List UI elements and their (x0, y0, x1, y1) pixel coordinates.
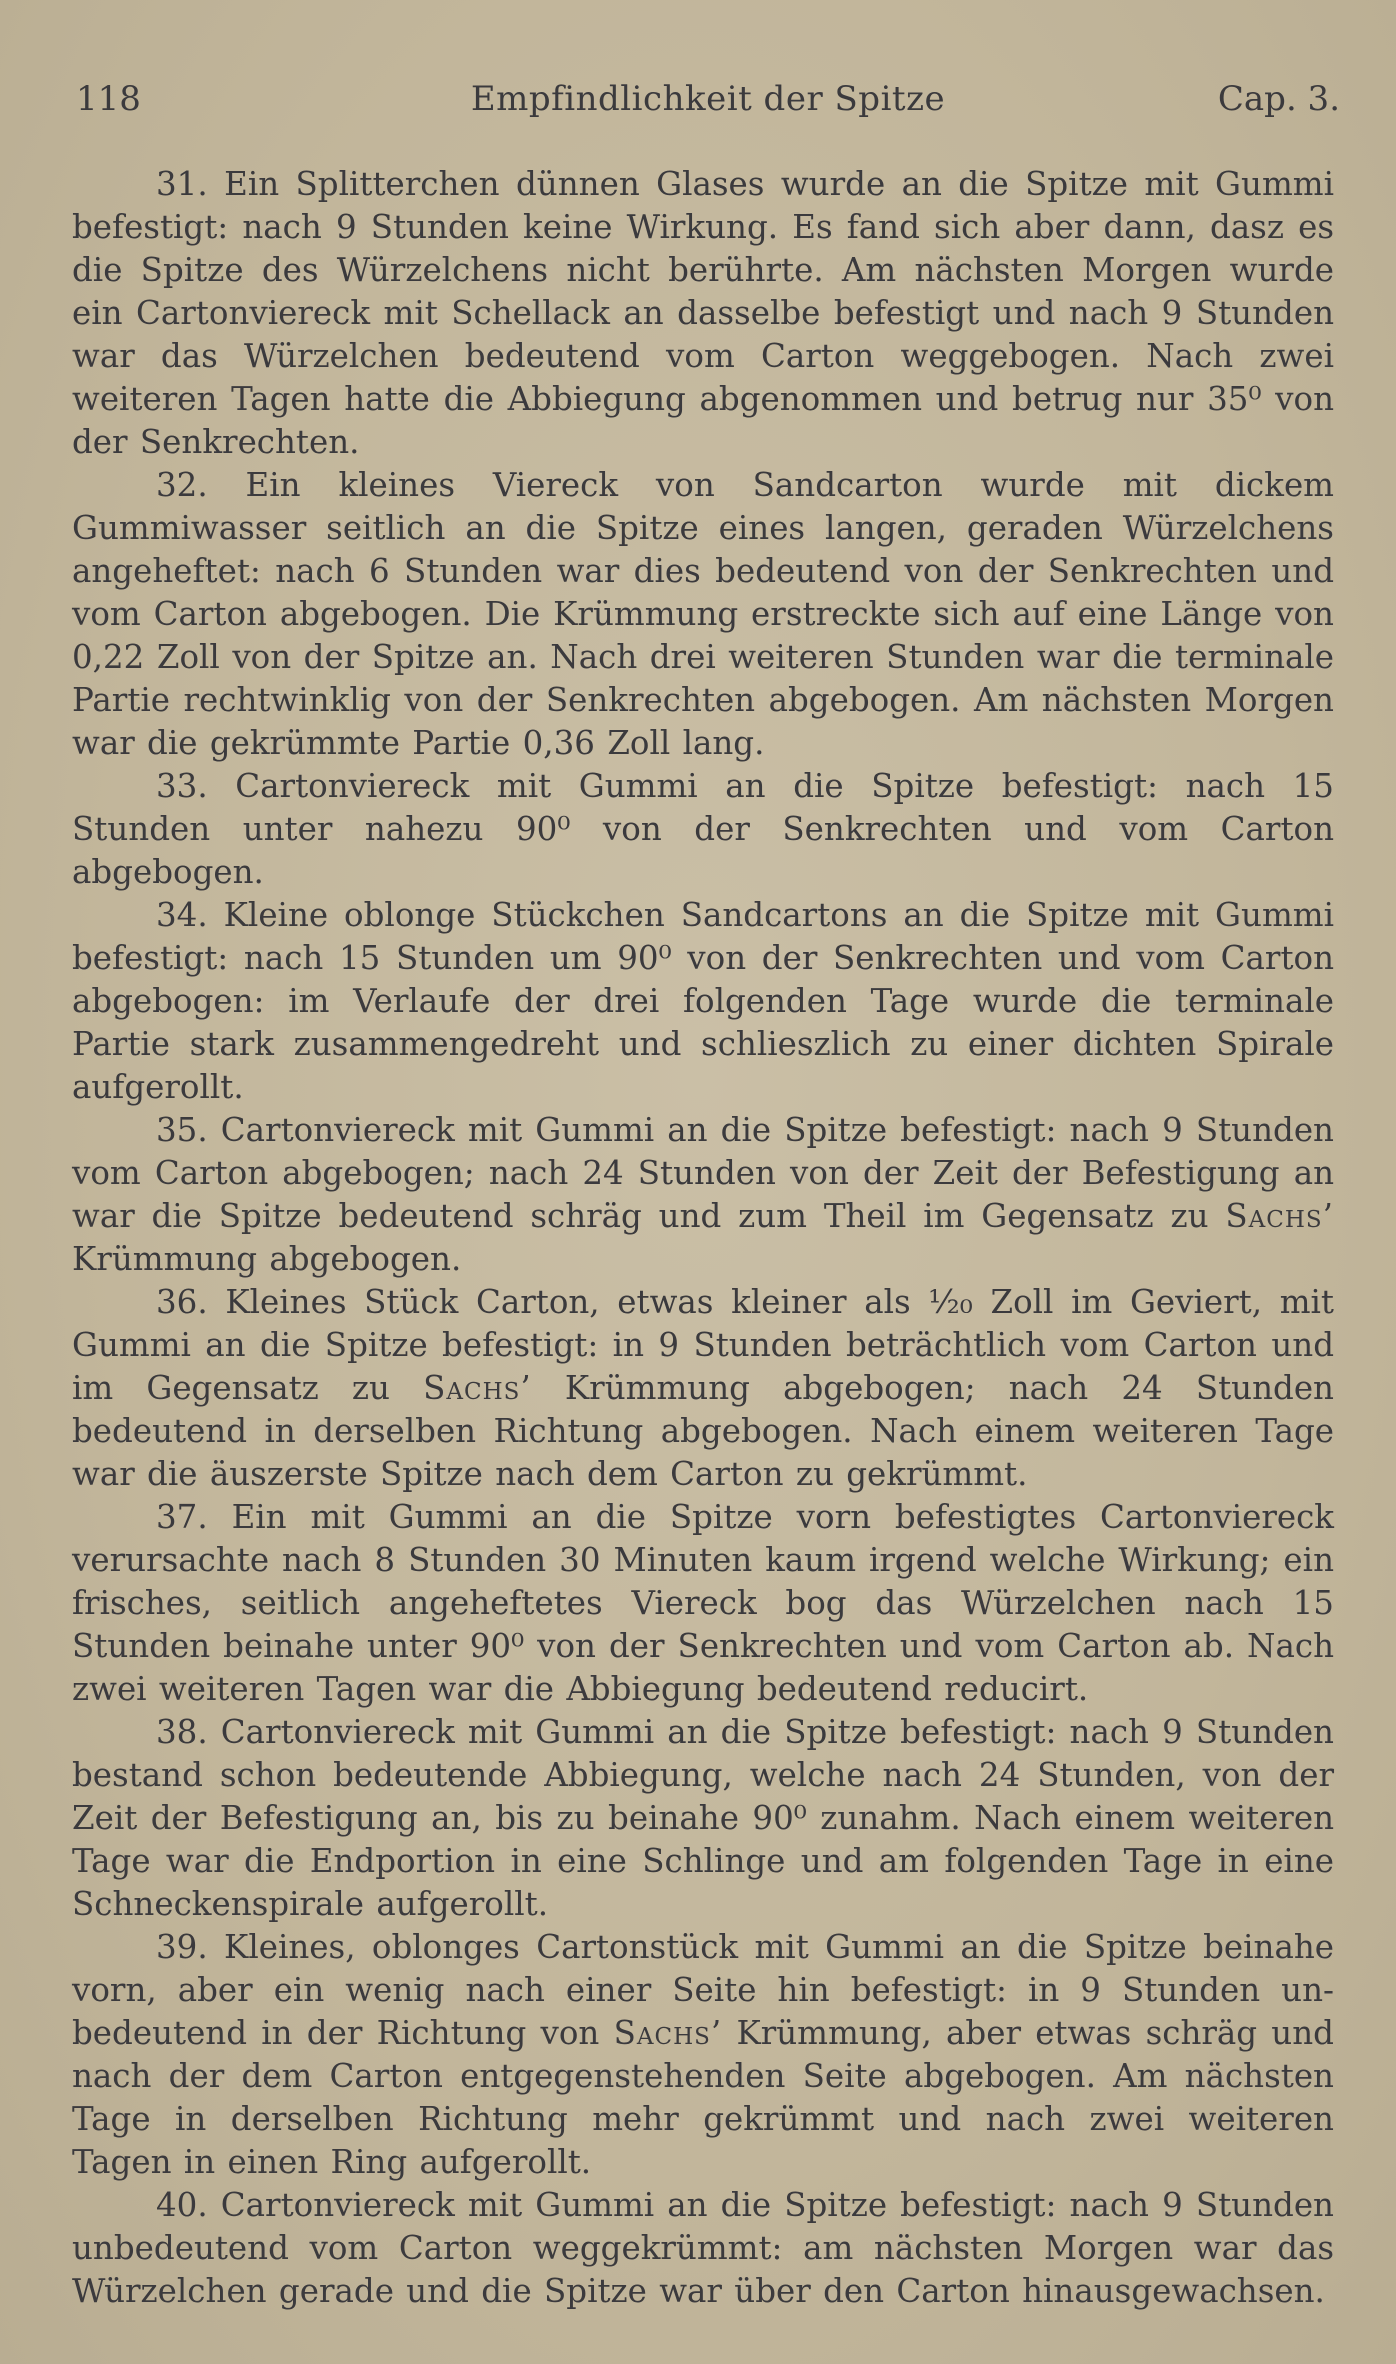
paragraph-37 (72, 1496, 1334, 1711)
paragraph-32 (72, 464, 1334, 765)
author-name: Sachs’ (1225, 1197, 1334, 1235)
paragraph-number: 37. (156, 1498, 208, 1536)
paragraph-39 (72, 1926, 1334, 2184)
author-name: Sachs’ (423, 1369, 532, 1407)
chapter-label: Cap. 3. (1217, 79, 1340, 119)
paragraph-35 (72, 1109, 1334, 1281)
paragraph-text: Cartonviereck mit Gummi an die Spitze befestigt: nach 9 Stunden vom Carton abgebogen; nach 24 Stunden von der Zeit der Befestigung an war die Spitze bedeutend schräg und zum Theil im Gegensatz zu (72, 1111, 1334, 1235)
paragraph-text: Cartonviereck mit Gummi an die Spitze befestigt: nach 9 Stunden bestand schon bedeutende Abbiegung, welche nach 24 Stunden, von der Zeit der Befestigung an, bis zu beinahe 90⁰ zunahm. Nach einem weiteren Tage war die Endportion in eine Schlinge und am folgenden Tage in eine Schneckenspirale aufgerollt. (72, 1713, 1334, 1923)
page-body (72, 163, 1334, 2313)
page-number: 118 (76, 79, 141, 119)
paragraph-31 (72, 163, 1334, 464)
running-header (76, 74, 1340, 124)
paragraph-number: 33. (156, 767, 208, 805)
paragraph-34 (72, 894, 1334, 1109)
paragraph-38 (72, 1711, 1334, 1926)
paragraph-text: Ein Splitterchen dünnen Glases wurde an die Spitze mit Gummi befestigt: nach 9 Stunden keine Wirkung. Es fand sich aber dann, dasz es die Spitze des Würzelchens nicht berührte. Am nächsten Morgen wurde ein Cartonviereck mit Schellack an dasselbe befestigt und nach 9 Stunden war das Würzelchen bedeutend vom Carton weggebogen. Nach zwei weiteren Tagen hatte die Abbiegung abgenommen und betrug nur 35⁰ von der Senkrechten. (72, 165, 1334, 461)
paragraph-text: Cartonviereck mit Gummi an die Spitze befestigt: nach 15 Stunden unter nahezu 90⁰ von der Senkrechten und vom Carton abgebogen. (72, 767, 1334, 891)
paragraph-text: Kleines Stück Carton, etwas kleiner als ¹⁄₂₀ Zoll im Geviert, mit Gummi an die Spitze befestigt: in 9 Stunden beträchtlich vom Carton und im Gegensatz zu (72, 1283, 1334, 1407)
running-title: Empfindlichkeit der Spitze (470, 79, 946, 119)
paragraph-number: 39. (156, 1928, 208, 1966)
paragraph-36 (72, 1281, 1334, 1496)
paragraph-40 (72, 2184, 1334, 2313)
paragraph-text: Ein kleines Viereck von Sandcarton wurde mit dickem Gummiwasser seitlich an die Spitze eines langen, geraden Würzelchens angeheftet: nach 6 Stunden war dies bedeutend von der Senkrechten und vom Carton abgebogen. Die Krümmung erstreckte sich auf eine Länge von 0,22 Zoll von der Spitze an. Nach drei weiteren Stunden war die terminale Partie rechtwinklig von der Senkrechten abgebogen. Am nächsten Morgen war die gekrümmte Partie 0,36 Zoll lang. (72, 466, 1334, 762)
paragraph-number: 40. (156, 2186, 208, 2224)
author-name: Sachs’ (613, 2014, 723, 2052)
paragraph-number: 31. (156, 165, 208, 203)
paragraph-text: Cartonviereck mit Gummi an die Spitze befestigt: nach 9 Stunden unbedeutend vom Carton weggekrümmt: am nächsten Morgen war das Würzelchen gerade und die Spitze war über den Carton hinausgewachsen. (72, 2186, 1334, 2310)
paragraph-text: Kleines, oblonges Cartonstück mit Gummi an die Spitze beinahe vorn, aber ein wenig nach einer Seite hin befestigt: in 9 Stunden unbedeutend in der Richtung von (72, 1928, 1334, 2052)
paragraph-text: Krümmung, aber etwas schräg und nach der dem Carton entgegenstehenden Seite abgebogen. Am nächsten Tage in derselben Richtung mehr gekrümmt und nach zwei weiteren Tagen in einen Ring aufgerollt. (72, 2014, 1334, 2181)
paragraph-text: Krümmung abgebogen; nach 24 Stunden bedeutend in derselben Richtung abgebogen. Nach einem weiteren Tage war die äuszerste Spitze nach dem Carton zu gekrümmt. (72, 1369, 1334, 1493)
paragraph-33 (72, 765, 1334, 894)
paragraph-text: Kleine oblonge Stückchen Sandcartons an die Spitze mit Gummi befestigt: nach 15 Stunden um 90⁰ von der Senkrechten und vom Carton abgebogen: im Verlaufe der drei folgenden Tage wurde die terminale Partie stark zusammengedreht und schlieszlich zu einer dichten Spirale aufgerollt. (72, 896, 1334, 1106)
paragraph-number: 35. (156, 1111, 208, 1149)
paragraph-number: 36. (156, 1283, 208, 1321)
paragraph-text: Krümmung abgebogen. (72, 1240, 462, 1278)
paragraph-number: 38. (156, 1713, 208, 1751)
paragraph-number: 32. (156, 466, 208, 504)
paragraph-number: 34. (156, 896, 208, 934)
paragraph-text: Ein mit Gummi an die Spitze vorn befestigtes Cartonviereck verursachte nach 8 Stunden 30 Minuten kaum irgend welche Wirkung; ein frisches, seitlich angeheftetes Viereck bog das Würzelchen nach 15 Stunden beinahe unter 90⁰ von der Senkrechten und vom Carton ab. Nach zwei weiteren Tagen war die Abbiegung bedeutend reducirt. (72, 1498, 1334, 1708)
